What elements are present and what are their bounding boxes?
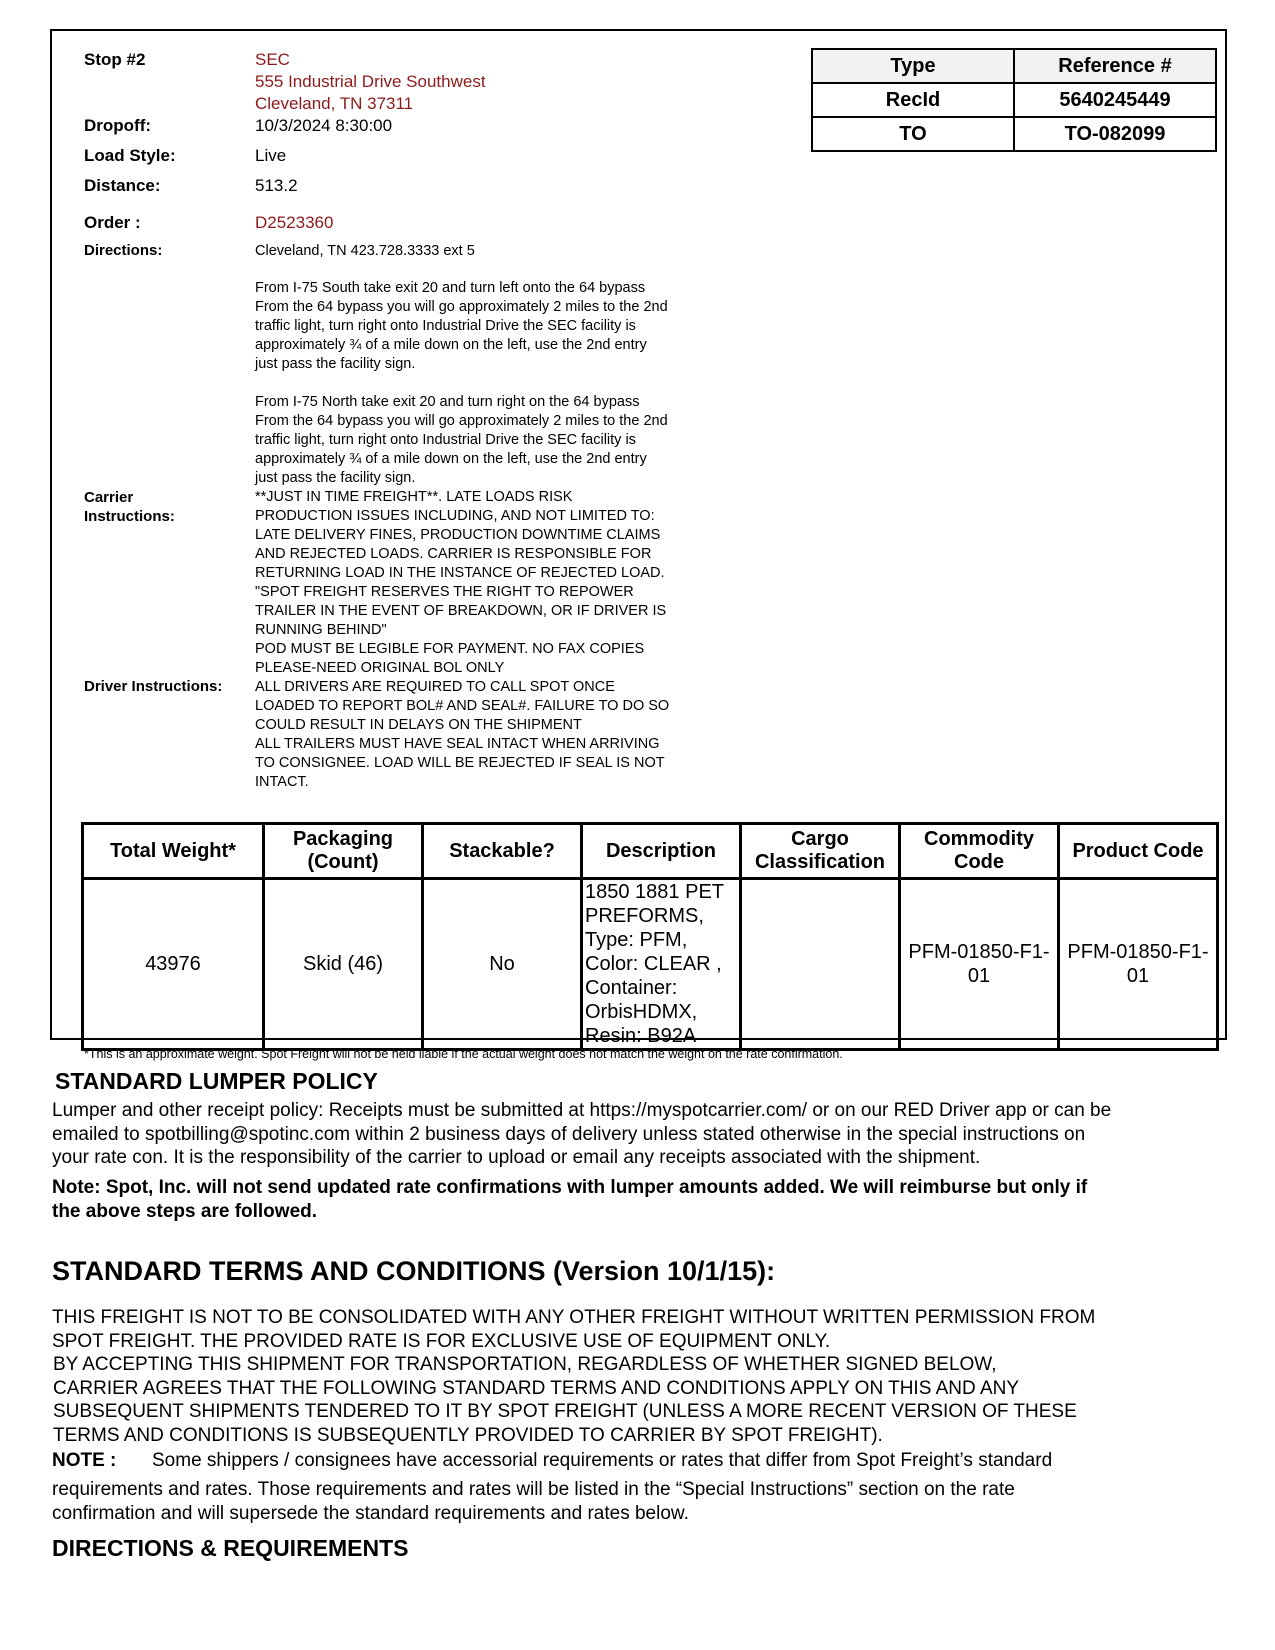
directions-from-north: From I-75 North take exit 20 and turn right on the 64 bypass From the 64 bypass you will go approximately 2 miles to the 2nd traffic light, turn right onto Industrial Drive the SEC facility is approximately ¾ of a mile down on the left, use the 2nd entry just pass the facility sign. [255,394,668,486]
ref-header-reference: Reference # [1014,49,1216,83]
terms-heading: STANDARD TERMS AND CONDITIONS (Version 10/1/15): [52,1256,776,1286]
directions-requirements-heading: DIRECTIONS & REQUIREMENTS [52,1535,409,1561]
ref-type-cell: RecId [812,83,1014,117]
product-code-cell: PFM-01850-F1- 01 [1059,879,1218,1050]
directions-label: Directions: [84,242,163,259]
reference-table [811,48,1217,152]
terms-paragraph-2: BY ACCEPTING THIS SHIPMENT FOR TRANSPORTATION, REGARDLESS OF WHETHER SIGNED BELOW, CARRIER AGREES THAT THE FOLLOWING STANDARD TERMS AND CONDITIONS APPLY ON THIS AND ANY SUBSEQUENT SHIPMENTS TENDERED TO IT BY SPOT FREIGHT (UNLESS A MORE RECENT VERSION OF THESE TERMS AND CONDITIONS IS SUBSEQUENTLY PROVIDED TO CARRIER BY SPOT FREIGHT). [53,1354,1077,1446]
directions-contact: Cleveland, TN 423.728.3333 ext 5 [255,243,475,259]
commodity-code-cell: PFM-01850-F1- 01 [900,879,1059,1050]
header-total-weight: Total Weight* [83,824,264,879]
directions-from-south: From I-75 South take exit 20 and turn left onto the 64 bypass From the 64 bypass you will go approximately 2 miles to the 2nd traffic light, turn right onto Industrial Drive the SEC facility is approximately ¾ of a mile down on the left, use the 2nd entry just pass the facility sign. [255,280,668,372]
stop-address-line2: Cleveland, TN 37311 [255,94,414,113]
terms-note-first-line: Some shippers / consignees have accessorial requirements or rates that differ from Spot Freight’s standard [152,1450,1053,1471]
packaging-cell: Skid (46) [264,879,423,1050]
load-style-value: Live [255,146,287,165]
stop-address-line1: 555 Industrial Drive Southwest [255,72,486,91]
ref-number-cell: 5640245449 [1014,83,1216,117]
table-row [83,879,1218,1050]
carrier-instructions-label: Carrier Instructions: [84,489,175,525]
load-style-label: Load Style: [84,146,176,165]
header-cargo-classification: Cargo Classification [741,824,900,879]
ref-number-cell: TO-082099 [1014,117,1216,151]
lumper-policy-heading: STANDARD LUMPER POLICY [55,1068,378,1094]
stop-name: SEC [255,50,290,69]
carrier-instructions-text: **JUST IN TIME FREIGHT**. LATE LOADS RISK PRODUCTION ISSUES INCLUDING, AND NOT LIMITED TO: LATE DELIVERY FINES, PRODUCTION DOWNTIME CLAIMS AND REJECTED LOADS. CARRIER IS RESPONSIBLE FOR RETURNING LOAD IN THE INSTANCE OF REJECTED LOAD. "SPOT FREIGHT RESERVES THE RIGHT TO REPOWER TRAILER IN THE EVENT OF BREAKDOWN, OR IF DRIVER IS RUNNING BEHIND" POD MUST BE LEGIBLE FOR PAYMENT. NO FAX COPIES PLEASE-NEED ORIGINAL BOL ONLY [255,489,667,676]
ref-header-type: Type [812,49,1014,83]
terms-note-body: requirements and rates. Those requirements and rates will be listed in the “Special Instructions” section on the rate confirmation and will supersede the standard requirements and rates below. [52,1479,1015,1524]
cargo-classification-cell [741,879,900,1050]
lumper-policy-note: Note: Spot, Inc. will not send updated rate confirmations with lumper amounts added. We will reimburse but only if the above steps are followed. [52,1177,1088,1222]
distance-value: 513.2 [255,176,298,195]
header-product-code: Product Code [1059,824,1218,879]
order-label: Order : [84,213,141,232]
weight-disclaimer: *This is an approximate weight. Spot Freight will not be held liable if the actual weight does not match the weight on the rate confirmation. [84,1047,843,1061]
lumper-policy-body: Lumper and other receipt policy: Receipts must be submitted at https://myspotcarrier.com/ or on our RED Driver app or can be emailed to spotbilling@spotinc.com within 2 business days of delivery unless stated otherwise in the special instructions on your rate con. It is the responsibility of the carrier to upload or email any receipts associated with the shipment. [52,1100,1112,1168]
terms-paragraph-1: THIS FREIGHT IS NOT TO BE CONSOLIDATED WITH ANY OTHER FREIGHT WITHOUT WRITTEN PERMISSION FROM SPOT FREIGHT. THE PROVIDED RATE IS FOR EXCLUSIVE USE OF EQUIPMENT ONLY. [52,1307,1096,1352]
cargo-table [81,822,1219,1051]
header-packaging: Packaging (Count) [264,824,423,879]
driver-instructions-label: Driver Instructions: [84,678,223,695]
header-description: Description [582,824,741,879]
stackable-cell: No [423,879,582,1050]
order-value: D2523360 [255,213,334,232]
driver-instructions-text: ALL DRIVERS ARE REQUIRED TO CALL SPOT ONCE LOADED TO REPORT BOL# AND SEAL#. FAILURE TO DO SO COULD RESULT IN DELAYS ON THE SHIPMENT ALL TRAILERS MUST HAVE SEAL INTACT WHEN ARRIVING TO CONSIGNEE. LOAD WILL BE REJECTED IF SEAL IS NOT INTACT. [255,679,670,790]
distance-label: Distance: [84,176,161,195]
stop-label: Stop #2 [84,50,146,69]
dropoff-label: Dropoff: [84,116,152,135]
header-stackable: Stackable? [423,824,582,879]
terms-note-label: NOTE : [52,1450,117,1471]
header-commodity-code: Commodity Code [900,824,1059,879]
ref-type-cell: TO [812,117,1014,151]
total-weight-cell: 43976 [83,879,264,1050]
description-cell: 1850 1881 PET PREFORMS, Type: PFM, Color: CLEAR , Container: OrbisHDMX, Resin: B92A [582,879,741,1050]
dropoff-value: 10/3/2024 8:30:00 [255,116,393,135]
